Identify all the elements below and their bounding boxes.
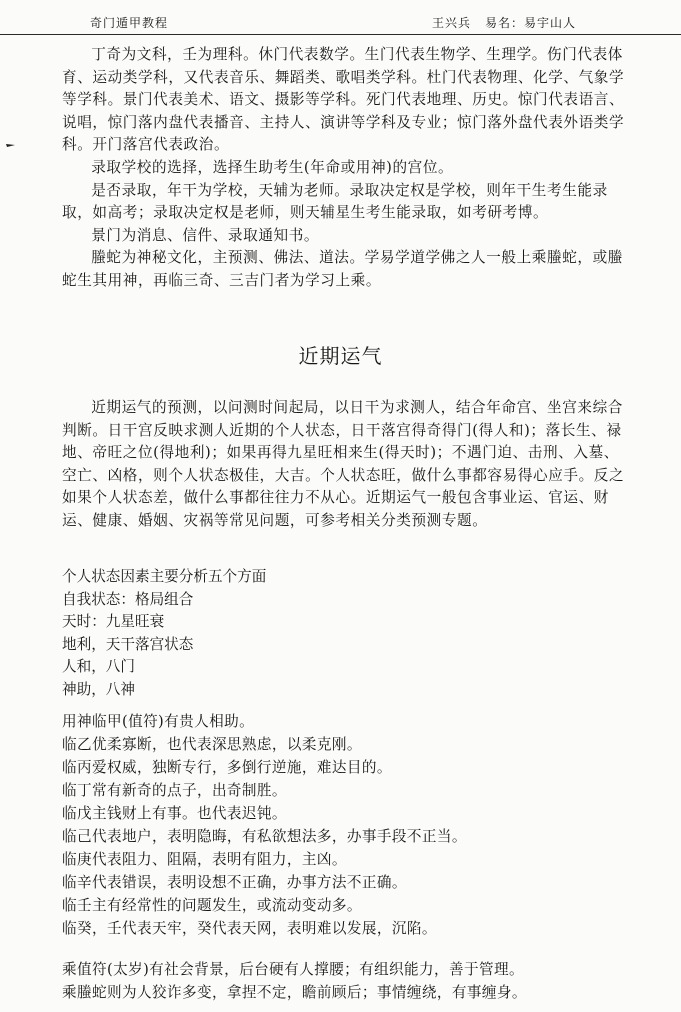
spirit-list	[62, 958, 652, 1004]
header-alias: 易名：易宇山人	[485, 16, 577, 30]
running-header	[0, 12, 681, 35]
spirit-line: 乘值符(太岁)有社会背景，后台硬有人撑腰；有组织能力，善于管理。	[62, 961, 525, 978]
intro-section	[62, 44, 634, 293]
stem-line: 临庚代表阻力、阻隔，表明有阻力，主凶。	[62, 851, 347, 868]
paragraph-school-choice: 录取学校的选择，选择生助考生(年命或用神)的宫位。	[91, 158, 454, 176]
stem-line: 临丁常有新奇的点子，出奇制胜。	[62, 782, 287, 799]
stem-line: 临壬主有经常性的问题发生，或流动变动多。	[62, 897, 362, 914]
stem-line: 临辛代表错误，表明设想不正确，办事方法不正确。	[62, 874, 407, 891]
header-author: 王兴兵	[432, 16, 472, 30]
header-author-block	[432, 14, 590, 31]
factor-item: 人和，八门	[62, 658, 135, 676]
paragraph-admission: 是否录取，年干为学校，天辅为老师。录取决定权是学校，则年干生考生能录取，如高考；录取决定权是老师，则天辅星生考生能录取，如考研考博。	[62, 181, 608, 222]
section-title: 近期运气	[298, 344, 383, 368]
stem-line: 用神临甲(值符)有贵人相助。	[62, 713, 255, 730]
spirit-line: 乘螣蛇则为人狡诈多变，拿捏不定，瞻前顾后；事情缠绕，有事缠身。	[62, 984, 527, 1001]
paragraph-subjects: 丁奇为文科，壬为理科。休门代表数学。生门代表生物学、生理学。伤门代表体育、运动类学科，又代表音乐、舞蹈类、歌唱类学科。杜门代表物理、化学、气象学等学科。景门代表美术、语文、摄影等学科。死门代表地理、历史。惊门代表语言、说唱，惊门落内盘代表播音、主持人、演讲等学科及专业；惊门落外盘代表外语类学科。开门落宫代表政治。	[62, 46, 625, 154]
stem-line: 临癸，壬代表天牢，癸代表天网，表明难以发展，沉陷。	[62, 920, 437, 937]
stem-line: 临丙爱权威，独断专行，多倒行逆施，难达目的。	[62, 759, 392, 776]
yongshen-stem-list	[62, 710, 642, 940]
stem-line: 临戊主钱财上有事。也代表迟钝。	[62, 805, 287, 822]
stem-line: 临乙优柔寡断，也代表深思熟虑，以柔克刚。	[62, 736, 362, 753]
paragraph-notice: 景门为消息、信件、录取通知书。	[91, 226, 320, 244]
factor-item: 地利，天干落宫状态	[62, 635, 194, 653]
header-book-title: 奇门遁甲教程	[90, 16, 169, 30]
stem-line: 临己代表地户，表明隐晦，有私欲想法多，办事手段不正当。	[62, 828, 467, 845]
factors-list	[62, 566, 622, 702]
factor-item: 自我状态：格局组合	[62, 590, 194, 608]
factor-item: 天时：九星旺衰	[62, 613, 165, 631]
factors-heading: 个人状态因素主要分析五个方面	[62, 568, 267, 585]
scan-mark	[6, 142, 16, 148]
factor-item: 神助，八神	[62, 680, 135, 698]
section-paragraph: 近期运气的预测，以问测时间起局，以日干为求测人，结合年命宫、坐宫来综合判断。日干宫反映求测人近期的个人状态，日干落宫得奇得门(得人和)；落长生、禄地、帝旺之位(得地利)；如果再得九星旺相来生(得天时)；不遇门迫、击刑、入墓、空亡、凶格，则个人状态极佳，大吉。个人状态旺，做什么事都容易得心应手。反之如果个人状态差，做什么事都往往力不从心。近期运气一般包含事业运、官运、财运、健康、婚姻、灾祸等常见问题，可参考相关分类预测专题。	[62, 399, 625, 529]
paragraph-tengshe: 螣蛇为神秘文化，主预测、佛法、道法。学易学道学佛之人一般上乘螣蛇，或螣蛇生其用神，再临三奇、三吉门者为学习上乘。	[62, 249, 623, 289]
